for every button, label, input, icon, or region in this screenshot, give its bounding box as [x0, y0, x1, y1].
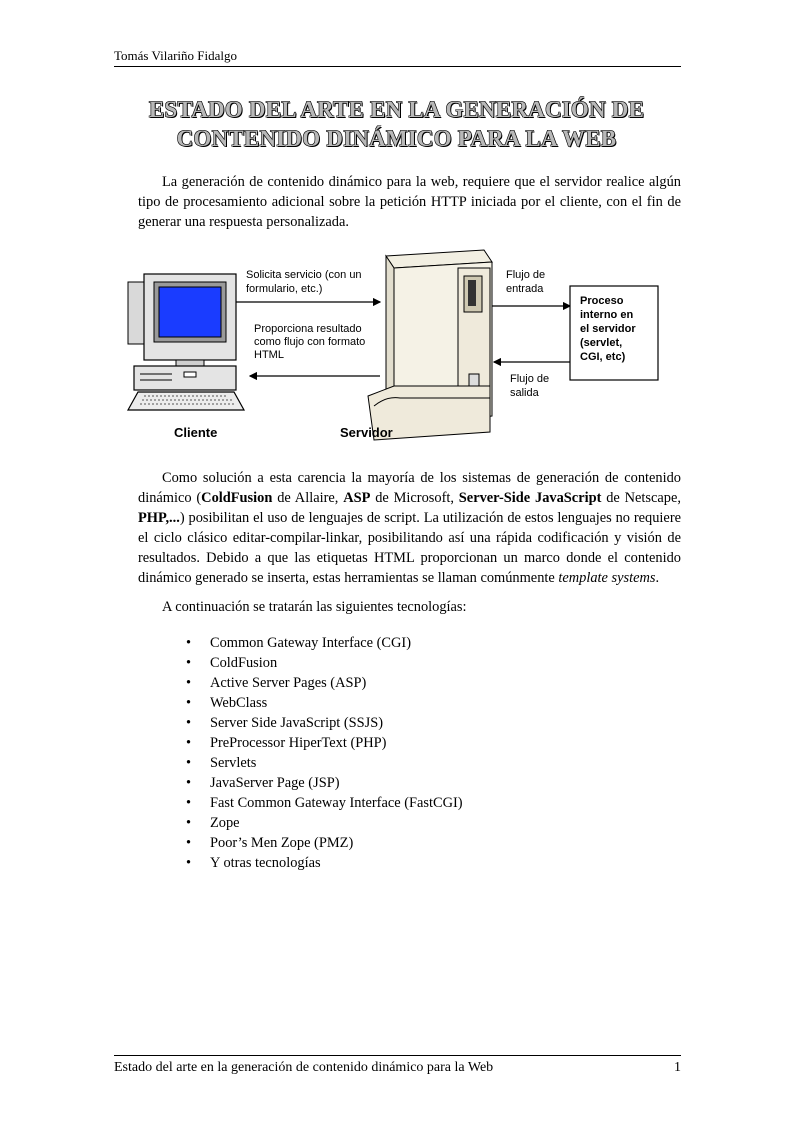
list-item: [186, 753, 463, 773]
list-item-label: Y otras tecnologías: [210, 855, 321, 871]
document-title: [100, 95, 693, 153]
para2-text-3: de Microsoft,: [370, 490, 459, 506]
list-item-label: Poor’s Men Zope (PMZ): [210, 835, 354, 851]
input-flow-label-line1: Flujo de: [506, 269, 546, 281]
list-item: [186, 633, 463, 653]
intro-paragraph: La generación de contenido dinámico para la web, requiere que el servidor realice algún tipo de procesamiento adicional sobre la petición HTTP iniciada por el cliente, con el fin de generar una respuesta personalizada.: [138, 174, 681, 230]
request-label-line2: formulario, etc.): [246, 283, 323, 295]
title-line-2: CONTENIDO DINÁMICO PARA LA WEB: [176, 126, 617, 151]
list-item-label: Fast Common Gateway Interface (FastCGI): [210, 795, 463, 811]
response-label-line3: HTML: [254, 349, 284, 361]
list-item: [186, 853, 463, 873]
para2-text-4: de Netscape,: [601, 490, 681, 506]
list-item-label: JavaServer Page (JSP): [210, 775, 340, 791]
asp-term: ASP: [343, 490, 371, 506]
list-item-label: ColdFusion: [210, 655, 278, 671]
list-item-label: Zope: [210, 815, 240, 831]
output-flow-label-line1: Flujo de: [510, 373, 550, 385]
ssjs-term: Server-Side JavaScript: [458, 490, 602, 506]
list-item: [186, 713, 463, 733]
php-term: PHP,...: [138, 510, 180, 526]
input-flow-label-line2: entrada: [506, 283, 544, 295]
list-item: [186, 793, 463, 813]
para2-text-5: ) posibilitan el uso de lenguajes de script. La utilización de estos lenguajes no requiere el ciclo clásico editar-compilar-linkar, posibilitando así una rápida codificación y visión de resultados. Debido a que las etiquetas HTML proporcionan un marco donde el contenido dinámico generado se inserta, estas herramientas se llaman comúnmente: [138, 510, 681, 586]
response-label-line2: como flujo con formato: [254, 336, 366, 348]
title-line-1: ESTADO DEL ARTE EN LA GENERACIÓN DE: [148, 97, 645, 122]
bullet-icon: •: [186, 755, 192, 771]
list-item: [186, 673, 463, 693]
bullet-icon: •: [186, 815, 192, 831]
process-label-line4: (servlet,: [580, 337, 623, 349]
list-item-label: Servlets: [210, 755, 257, 771]
bullet-icon: •: [186, 775, 192, 791]
process-label-line2: interno en: [580, 309, 634, 321]
coldfusion-term: ColdFusion: [201, 490, 273, 506]
output-flow-label-line2: salida: [510, 387, 539, 399]
client-label: Cliente: [174, 425, 218, 440]
list-item: [186, 813, 463, 833]
bullet-icon: •: [186, 675, 192, 691]
list-item: [186, 733, 463, 753]
list-item-label: Common Gateway Interface (CGI): [210, 635, 411, 651]
para2-text-6: .: [655, 570, 660, 586]
bullet-icon: •: [186, 655, 192, 671]
list-item: [186, 693, 463, 713]
solution-paragraph: [138, 468, 681, 588]
client-server-diagram: [124, 246, 669, 446]
list-item-label: WebClass: [210, 695, 268, 711]
list-item-label: Server Side JavaScript (SSJS): [210, 715, 384, 731]
list-item-label: PreProcessor HiperText (PHP): [210, 735, 387, 751]
technologies-list: [186, 633, 463, 873]
process-label-line3: el servidor: [580, 323, 636, 335]
template-systems-term: template systems: [558, 570, 656, 586]
footer-rule: [114, 1055, 681, 1056]
bullet-icon: •: [186, 835, 192, 851]
bullet-icon: •: [186, 735, 192, 751]
bullet-icon: •: [186, 795, 192, 811]
list-item: [186, 833, 463, 853]
process-label-line1: Proceso: [580, 295, 624, 307]
request-label-line1: Solicita servicio (con un: [246, 269, 362, 281]
para2-text-2: de Allaire,: [272, 490, 344, 506]
list-item: [186, 773, 463, 793]
bullet-icon: •: [186, 635, 192, 651]
bullet-icon: •: [186, 715, 192, 731]
server-tower-icon: [368, 250, 492, 440]
bullet-icon: •: [186, 855, 192, 871]
page-header: Tomás Vilariño Fidalgo: [114, 48, 238, 63]
list-item-label: Active Server Pages (ASP): [210, 675, 367, 691]
header-rule: [114, 66, 681, 67]
response-label-line1: Proporciona resultado: [254, 323, 362, 335]
page-number: 1: [674, 1060, 681, 1075]
client-computer-icon: [128, 274, 244, 410]
page-footer: [114, 1060, 681, 1076]
footer-text: Estado del arte en la generación de contenido dinámico para la Web: [114, 1060, 494, 1075]
server-label: Servidor: [340, 425, 393, 440]
technologies-intro: A continuación se tratarán las siguientes tecnologías:: [162, 599, 467, 615]
process-label-line5: CGI, etc): [580, 351, 626, 363]
bullet-icon: •: [186, 695, 192, 711]
para2-text-1: Como solución a esta carencia la mayoría de los sistemas de generación de contenido dinámico (: [138, 470, 681, 506]
list-item: [186, 653, 463, 673]
